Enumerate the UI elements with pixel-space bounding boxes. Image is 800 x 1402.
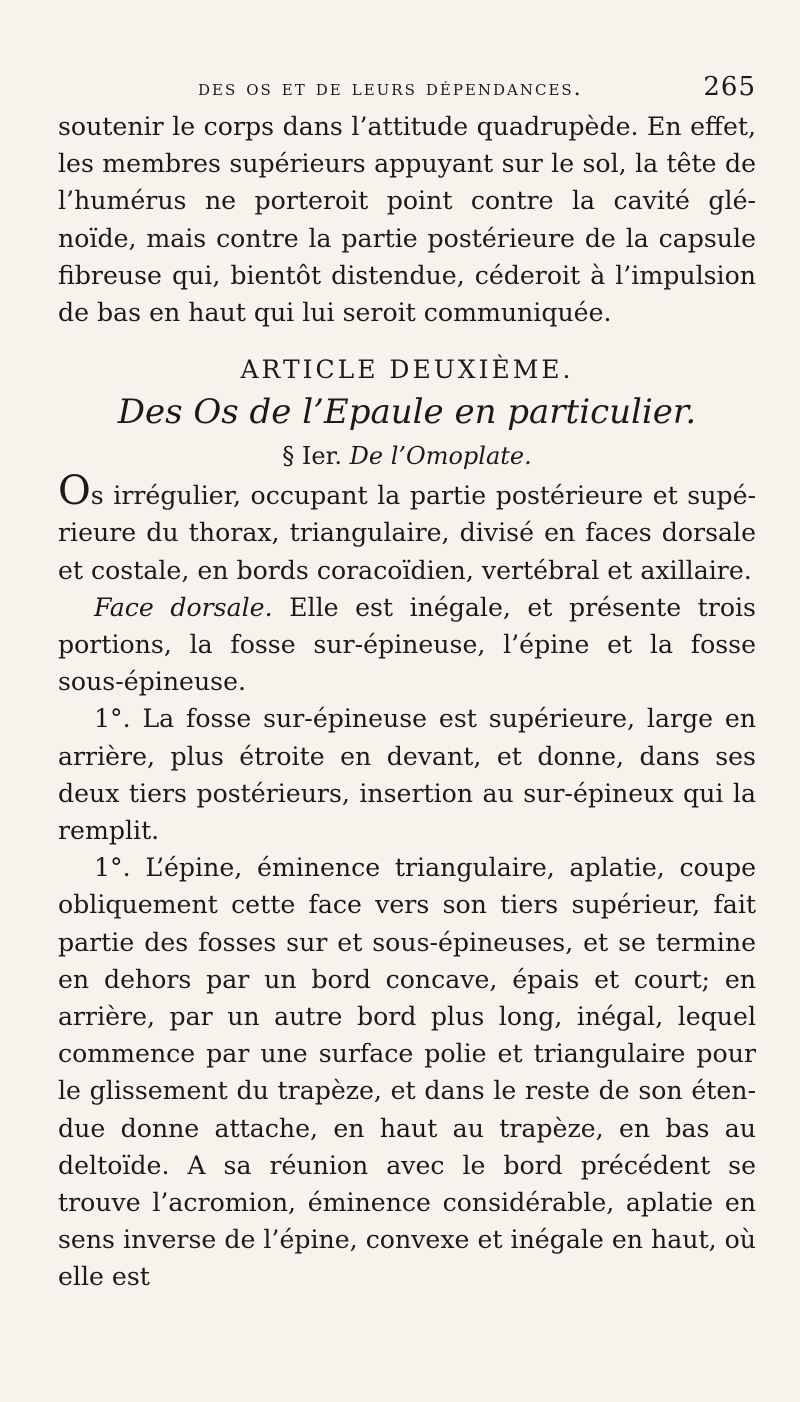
paragraph-fosse-sur-epineuse: 1°. La fosse sur-épineuse est supérieure, large en arrière, plus étroite en devant, et donne, dans ses deux tiers postérieurs, insertion au sur-épineux qui la remplit. [58, 704, 756, 846]
page-number: 265 [703, 72, 756, 102]
running-title: des os et de leurs dépendances. [198, 76, 583, 101]
paragraph-omoplate-text: s irrégulier, occupant la partie postérieure et supé-rieure du thorax, triangulaire, divisé en faces dorsale et costale, en bords coracoïdien, vertébral et axillaire. [58, 481, 756, 585]
face-dorsale-text: Elle est inégale, et présente trois portions, la fosse sur-épineuse, l’épine et la fosse sous-épineuse. [58, 592, 756, 697]
running-head [58, 72, 756, 102]
section-marker: § Ier. [282, 442, 343, 471]
section-title: De l’Omoplate. [349, 442, 532, 471]
face-dorsale-lead: Face dorsale. [94, 592, 273, 622]
paragraph-continuation: soutenir le corps dans l’attitude quadrupède. En effet, les membres supérieurs appuyant sur le sol, la tête de l’humérus ne porteroit point contre la cavité glé-noïde, mais contre la partie postérieure de la capsule fibreuse qui, bientôt distendue, céderoit à l’impulsion de bas en haut qui lui seroit communiquée. [58, 112, 756, 328]
article-subtitle: Des Os de l’Epaule en particulier. [117, 392, 697, 433]
section-heading [58, 442, 756, 470]
paragraph-epine: 1°. L’épine, éminence triangulaire, aplatie, coupe obliquement cette face vers son tiers supérieur, fait partie des fosses sur et sous-épineuses, et se termine en dehors par un bord concave, épais et court; en arrière, par un autre bord plus long, inégal, lequel commence par une surface polie et triangulaire pour le glissement du trapèze, et dans le reste de son éten-due donne attache, en haut au trapèze, en bas au deltoïde. A sa réunion avec le bord précédent se trouve l’acromion, éminence considérable, aplatie en sens inverse de l’épine, convexe et inégale en haut, où elle est [58, 853, 756, 1292]
paragraph-omoplate-intro [58, 468, 756, 589]
article-heading: ARTICLE DEUXIÈME. [240, 355, 574, 385]
paragraph-face-dorsale [58, 589, 756, 701]
drop-cap: O [58, 468, 91, 515]
